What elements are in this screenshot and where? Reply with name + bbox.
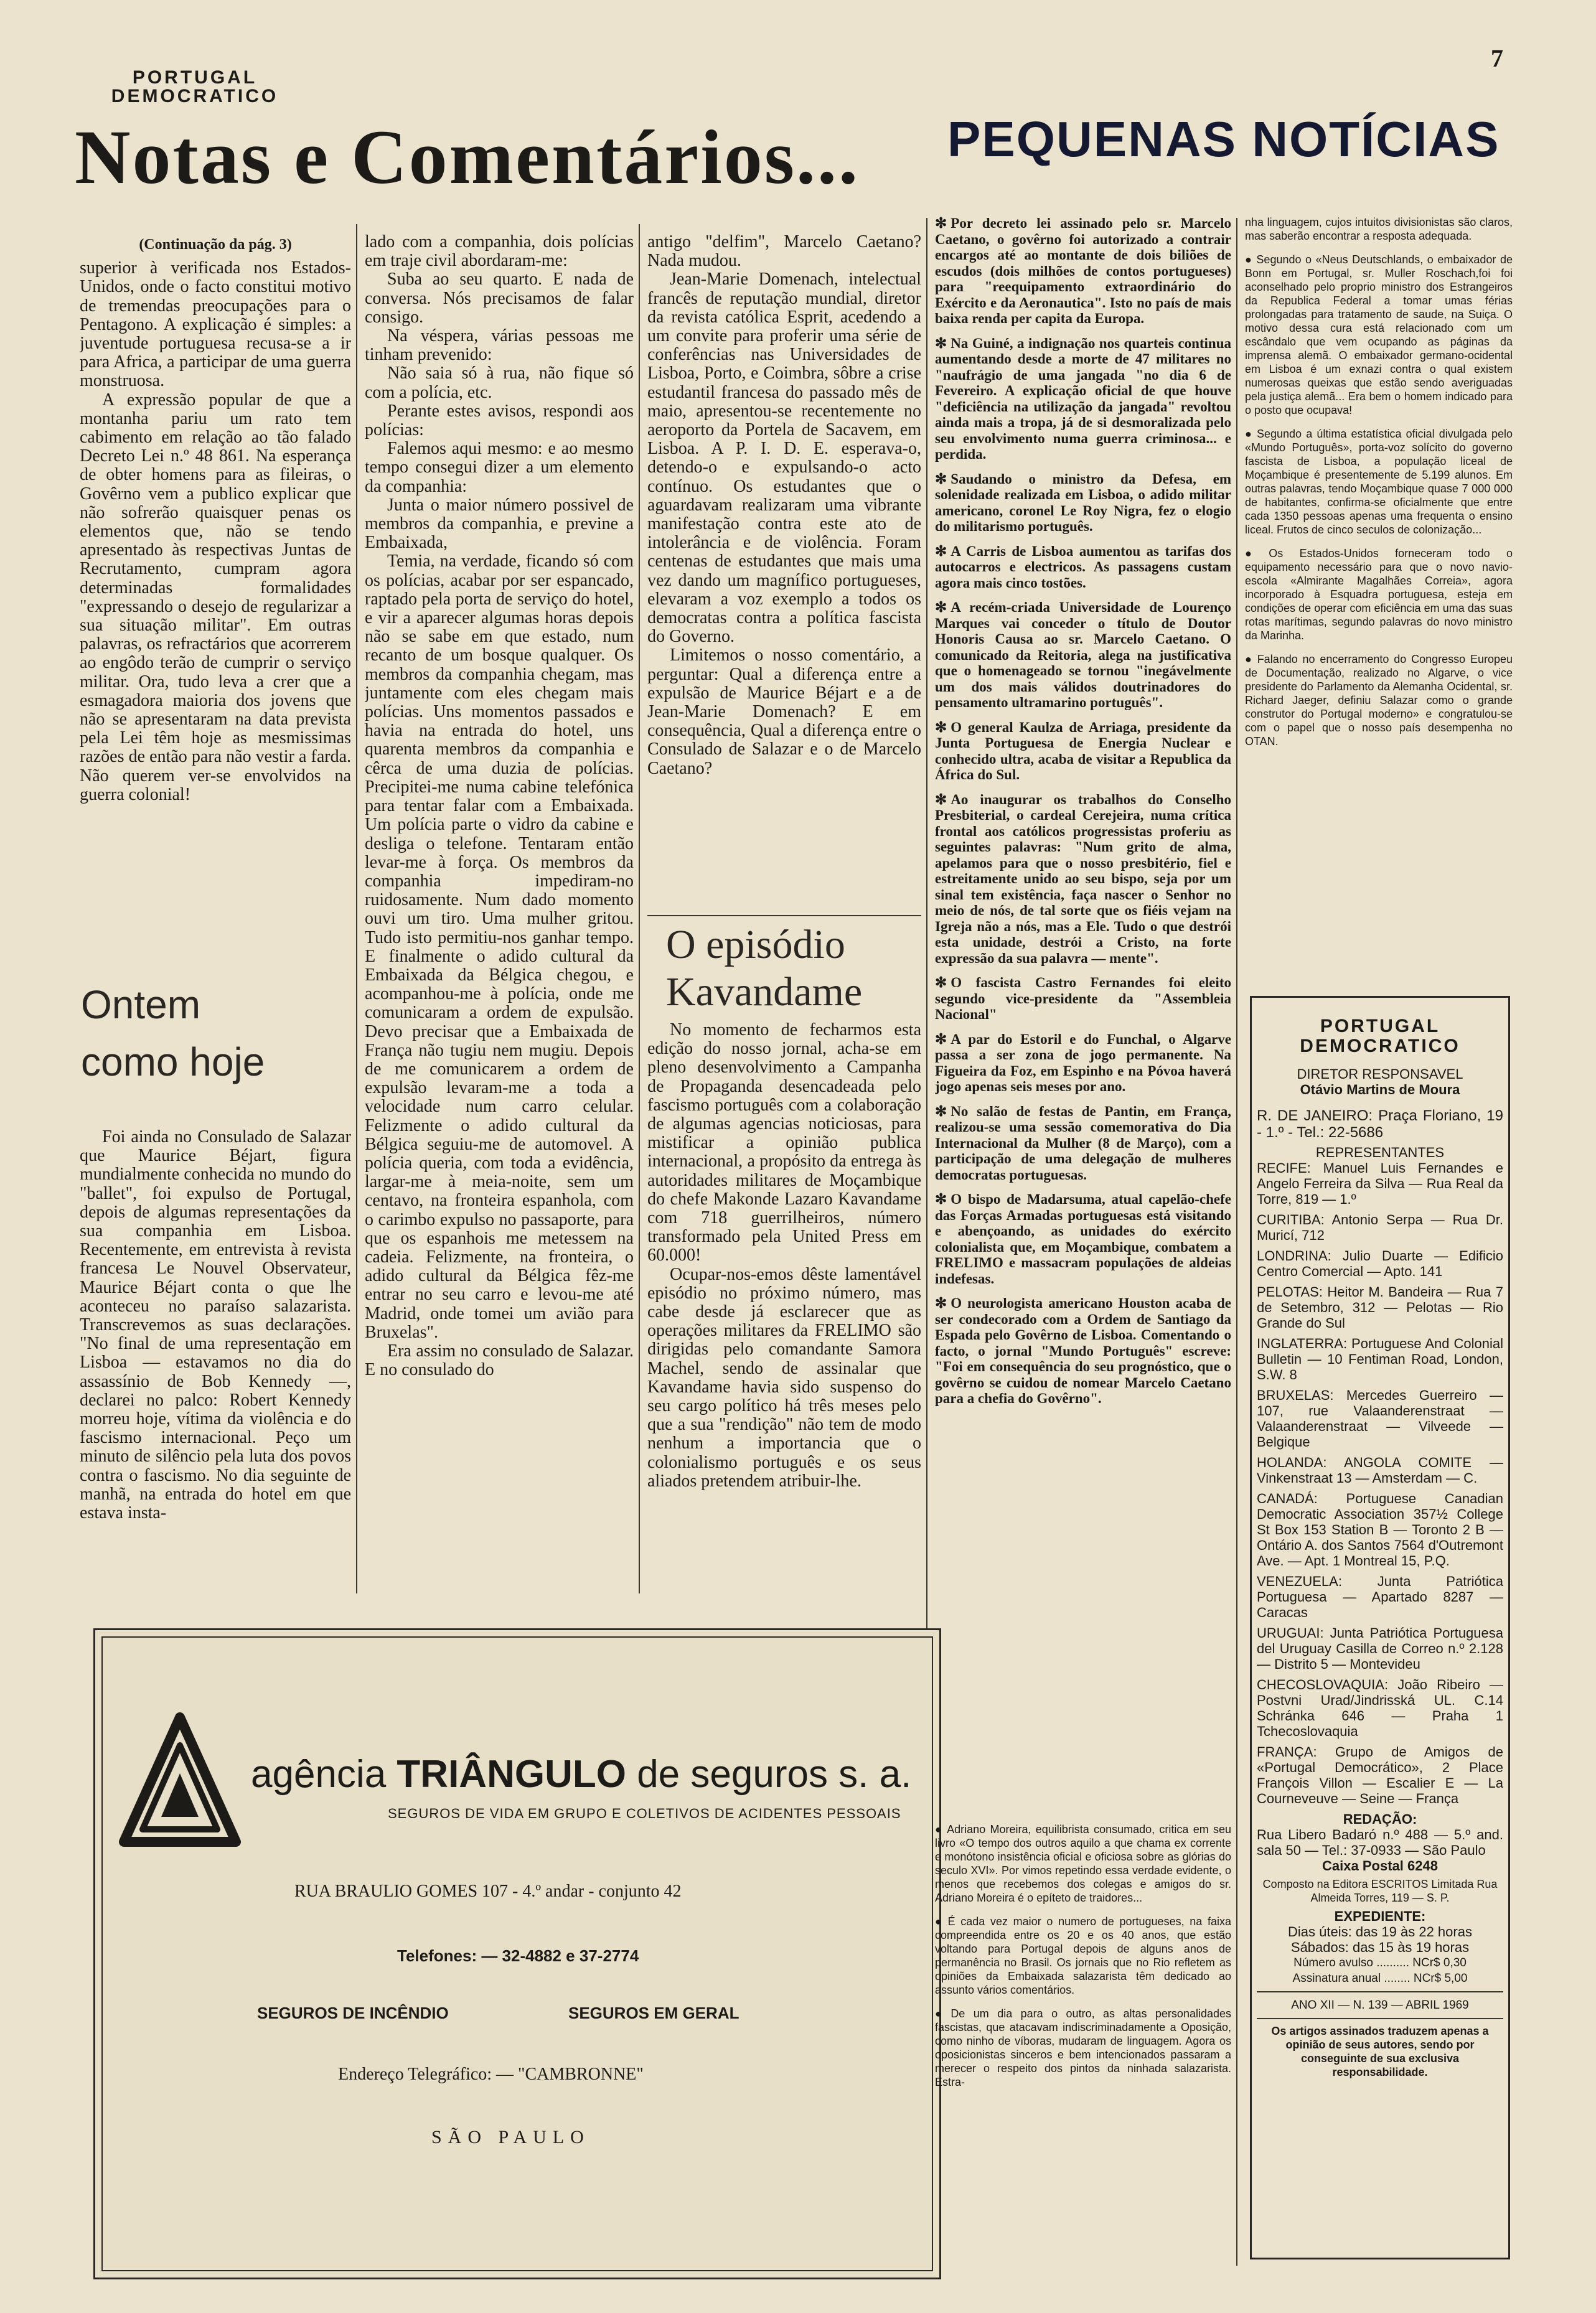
- paragraph: superior à verificada nos Estados-Unidos, onde o facto constitui motivo de tremendas preocupações para o Pentagono. A explicação é simples: a juventude portuguesa recusa-se a ir para Africa, a participar de uma guerra monstruosa.: [80, 258, 351, 391]
- paragraph: No momento de fecharmos esta edição do nosso jornal, acha-se em pleno desenvolvimento a Campanha de Propaganda desencadeada pelo fascismo português com a colaboração de algumas agencias noticiosas, para mistificar a opinião publica internacional, a propósito da entrega às autoridades militares de Moçambique do chefe Makonde Lazaro Kavandame com 718 guerrilheiros, número transformado pela United Press em 60.000!: [647, 1021, 921, 1265]
- representative-entry: URUGUAI: Junta Patriótica Portuguesa del Uruguay Casilla de Correo n.º 2.128 — Distrito 5 — Montevideu: [1257, 1625, 1503, 1672]
- triangle-logo-icon: [118, 1711, 242, 1854]
- news-item: ✻ O fascista Castro Fernandes foi eleito segundo vice-presidente da "Assembleia Nacional": [935, 975, 1231, 1022]
- redacao-label: REDAÇÃO:: [1343, 1811, 1417, 1827]
- representatives-label: REPRESENTANTES: [1315, 1145, 1445, 1160]
- small-news-item: ● Adriano Moreira, equilibrista consumado, critica em seu livro «O tempo dos outros aquilo a que chama ex corrente e monótono insistência oficial e oficiosa sobre as glórias do seculo XVI». Por vimos repetindo essa verdade evidente, o menos que recebemos dos colegas e amigos do sr. Adriano Moreira é o epíteto de traidores...: [935, 1823, 1231, 1904]
- director-label: DIRETOR RESPONSAVEL: [1297, 1066, 1463, 1082]
- paragraph: Junta o maior número possivel de membros da companhia, e previne a Embaixada,: [365, 495, 634, 553]
- section-rule: [647, 915, 921, 916]
- subhead-line: O episódio: [666, 922, 845, 967]
- representative-entry: RECIFE: Manuel Luis Fernandes e Angelo Ferreira da Silva — Rua Real da Torre, 819 — 1.º: [1257, 1160, 1503, 1207]
- ad-brand-prefix: agência: [251, 1753, 387, 1796]
- representatives-list: [1257, 1160, 1503, 1806]
- news-column: [935, 215, 1231, 1815]
- column-3-lower: [647, 1021, 921, 1606]
- subhead-line: Ontem: [81, 982, 201, 1027]
- paragraph: Não saia só à rua, não fique só com a polícia, etc.: [365, 364, 634, 402]
- representative-entry: PELOTAS: Heitor M. Bandeira — Rua 7 de Setembro, 312 — Pelotas — Rio Grande do Sul: [1257, 1284, 1503, 1331]
- subscription-price: Assinatura anual ........ NCr$ 5,00: [1292, 1972, 1468, 1985]
- subhead-line: Kavandame: [666, 969, 863, 1015]
- small-news-item: ● Os Estados-Unidos forneceram todo o equipamento necessário para que o novo navio-escola «Almirante Magalhães Correia», agora incorporado à Esquadra portuguesa, esteja em condições de operar com eficiência em uma das suas rotas marítimas, segundo palavras do novo ministro da Marinha.: [1245, 547, 1513, 642]
- column-rule: [356, 224, 357, 1593]
- right-small-column: [1245, 215, 1513, 956]
- representative-entry: LONDRINA: Julio Duarte — Edificio Centro Comercial — Apto. 141: [1257, 1248, 1503, 1279]
- masthead: [92, 68, 298, 106]
- column-2: [365, 233, 634, 1605]
- director-name: Otávio Martins de Moura: [1300, 1082, 1460, 1097]
- ad-address: RUA BRAULIO GOMES 107 - 4.º andar - conjunto 42: [294, 1882, 682, 1901]
- representative-entry: VENEZUELA: Junta Patriótica Portuguesa — Apartado 8287 — Caracas: [1257, 1574, 1503, 1620]
- box-divider: [1257, 2018, 1503, 2019]
- news-small-column: [935, 1823, 1231, 2296]
- paragraph: Jean-Marie Domenach, intelectual francês de reputação mundial, diretor da revista católica Esprit, acedendo a um convite para proferir uma série de conferências nas Universidades de Lisboa, Porto, e Coimbra, sôbre a crise estudantil francesa do passado mês de maio, apresentou-se recentemente no aeroporto da Portela de Sacavem, em Lisboa. A P. I. D. E. esperava-o, detendo-o e expulsando-o acto contínuo. Os estudantes que o aguardavam realizaram uma vibrante manifestação contra este ato de intolerância e de violência. Foram centenas de estudantes que mais uma vez dando um magnífico portugueses, elevaram a voz exemplo a todos os democratas contra a política fascista do Governo.: [647, 270, 921, 647]
- small-news-item: ● Falando no encerramento do Congresso Europeu de Documentação, realizado no Algarve, o vice presidente do Parlamento da Alemanha Ocidental, sr. Richard Jaeger, definiu Salazar como o grande construtor do Portugal moderno» e congratulou-se com o papel que o nosso país desempenha no OTAN.: [1245, 653, 1513, 748]
- box-title-line: DEMOCRATICO: [1300, 1036, 1460, 1056]
- column-1: [80, 235, 351, 951]
- paragraph: Temia, na verdade, ficando só com os polícias, acabar por ser espancado, raptado pela porta de serviço do hotel, e vir a aparecer algumas horas depois não se sabe em que estado, num recanto de um bosque qualquer. Os membros da companhia chegam, mas juntamente com eles chegam mais polícias. Uns momentos passados e havia na entrada do hotel, uns quarenta membros da companhia e cêrca de uma duzia de polícias. Precipitei-me numa cabine telefónica para tentar falar com a Embaixada. Um polícia parte o vidro da cabine e desliga o telefone. Tentaram então levar-me à força. Os membros da companhia impediram-no ruidosamente. Num dado momento ouvi um tiro. Uma mulher gritou. Tudo isto permitiu-nos ganhar tempo. E finalmente o adido cultural da Embaixada da Bélgica chegou, e acompanhou-me à polícia, onde me comunicaram a ordem de expulsão. Devo precisar que a Embaixada de França não tugiu nem mugiu. Depois de me comunicarem a ordem de expulsão levaram-me a toda a velocidade num carro celular. Felizmente o adido cultural da Bélgica seguiu-me de automovel. A polícia queria, com toda a evidência, largar-me à meia-noite, sem um centavo, na fronteira espanhola, com o carimbo expulso no passaporte, para que os espanhois me metessem na cadeia. Felizmente, na fronteira, o adido cultural da Bélgica fêz-me entrar no seu carro e levou-me até Madrid, onde tomei um avião para Bruxelas".: [365, 551, 634, 1342]
- staff-box-content: [1257, 1003, 1503, 2079]
- insurance-ad: [93, 1628, 941, 2279]
- paragraph: Falemos aqui mesmo: e ao mesmo tempo consegui dizer a um elemento da companhia:: [365, 439, 634, 496]
- paragraph: Ocupar-nos-emos dêste lamentável episódio no próximo número, mas cabe desde já esclarecer que as operações militares da FRELIMO são dirigidas pelo comandante Samora Machel, sendo de assinalar que Kavandame havia sido suspenso do seu cargo político há três meses pelo que a sua "rendição" não tem de modo nenhum a importancia que o colonialismo português e os seus aliados pretendem atribuir-lhe.: [647, 1264, 921, 1491]
- news-item: ✻ O general Kaulza de Arriaga, presidente da Junta Portuguesa de Energia Nuclear e conhecido ultra, acaba de visitar a Republica da África do Sul.: [935, 719, 1231, 782]
- ad-line-geral: SEGUROS EM GERAL: [568, 2004, 739, 2022]
- expediente-label: EXPEDIENTE:: [1334, 1908, 1426, 1924]
- subhead-ontem: [81, 976, 349, 1091]
- news-item: ✻ Ao inaugurar os trabalhos do Conselho Presbiterial, o cardeal Cerejeira, numa crítica frontal aos católicos progressistas proferiu as seguintes palavras: "Num grito de alma, apelamos para que o nosso presbitério, fiel e estreitamente unido ao seu bispo, seja por um sinal tem existência, faça nascer o Senhor no meio de nós, de tal sorte que os fiéis vejam na Igreja não a nós, mas a Ele. Tudo o que destrói esta unidade, destrói a Cristo, na forte expressão da sua palavra — mente".: [935, 791, 1231, 966]
- paragraph: A expressão popular de que a montanha pariu um rato tem cabimento em relação ao tão falado Decreto Lei n.º 48 861. Na esperança de obter homens para as fileiras, o Govêrno vem a publico explicar que não sofrerão quaisquer penas os elementos que, não se tendo apresentado às respectivas Juntas de Recrutamento, cumpram agora determinadas formalidades "expressando o desejo de regularizar a sua situação militar". Em outras palavras, os refractários que acorrerem ao engôdo terão de cumprir o serviço militar. Ora, tudo leva a crer que a esmagadora maioria dos jovens que não se apresentaram na data prevista pela Lei têm hoje as mesmissimas razões de então para não vestir a farda. Não querem ver-se envolvidos na guerra colonial!: [80, 390, 351, 804]
- ad-brand-suffix: de seguros s. a.: [637, 1753, 912, 1796]
- paragraph: Limitemos o nosso comentário, a perguntar: Qual a diferença entre a expulsão de Maurice Béjart e a de Jean-Marie Domenach? E em consequência, Qual a diferença entre o Consulado de Salazar e o de Marcelo Caetano?: [647, 645, 921, 778]
- single-issue-price: Número avulso .......... NCr$ 0,30: [1293, 1956, 1467, 1969]
- paragraph: antigo "delfim", Marcelo Caetano? Nada mudou.: [647, 233, 921, 271]
- section-head: PEQUENAS NOTÍCIAS: [947, 111, 1500, 167]
- ad-line-incendio: SEGUROS DE INCÊNDIO: [257, 2004, 449, 2022]
- paragraph: Na véspera, várias pessoas me tinham prevenido:: [365, 326, 634, 365]
- representative-entry: FRANÇA: Grupo de Amigos de «Portugal Democrático», 2 Place François Villon — Escalier E — La Courneveuve — Seine — França: [1257, 1744, 1503, 1806]
- box-divider: [1257, 1991, 1503, 1992]
- ad-city: SÃO PAULO: [431, 2127, 590, 2147]
- column-rule: [1236, 218, 1237, 2266]
- news-item: ✻ No salão de festas de Pantin, em França, realizou-se uma sessão comemorativa do Dia Internacional da Mulher (8 de Março), com a participação de uma delegação de mulheres democratas portuguesas.: [935, 1103, 1231, 1183]
- paragraph: Foi ainda no Consulado de Salazar que Maurice Béjart, figura mundialmente conhecida no mundo do "ballet", foi expulso de Portugal, depois de algumas representações da sua companhia em Lisboa. Recentemente, em entrevista à revista francesa Le Nouvel Observateur, Maurice Béjart conta o que lhe aconteceu no paraíso salazarista. Transcrevemos as suas declarações. "No final de uma representação em Lisboa — estavamos no dia do assassínio de Bob Kennedy —, declarei no palco: Robert Kennedy morreu hoje, vítima da violência e do fascismo internacional. Peço um minuto de silêncio pela luta dos povos contra o fascismo. No dia seguinte de manhã, na entrada do hotel em que estava insta-: [80, 1128, 351, 1523]
- headline: Notas e Comentários...: [75, 115, 860, 200]
- box-title: [1257, 1016, 1503, 1056]
- representative-entry: INGLATERRA: Portuguese And Colonial Bulletin — 10 Fentiman Road, London, S.W. 8: [1257, 1336, 1503, 1382]
- small-news-item: ● Segundo a última estatística oficial divulgada pelo «Mundo Português», porta-voz solícito do governo fascista de Lisboa, a população liceal de Moçambique é presentemente de 5.199 alunos. Em outras palavras, tendo Moçambique quase 7 000 000 de habitantes, confirma-se oficialmente que entre cada 1350 pessoas apenas uma frequenta o ensino liceal. Frutos de cinco seculos de colonização...: [1245, 428, 1513, 536]
- subhead-line: como hoje: [81, 1039, 265, 1084]
- news-item: ✻ O neurologista americano Houston acaba de ser condecorado com a Ordem de Santiago da Espada pelo Govêrno de Lisboa. Comentando o facto, o jornal "Mundo Português" escreve: "Foi em consequência do seu prognóstico, que o govêrno se cuidou de nomear Marcelo Caetano para a chefia do Govêrno".: [935, 1295, 1231, 1406]
- box-title-line: PORTUGAL: [1320, 1016, 1440, 1036]
- composed-by: Composto na Editora ESCRITOS Limitada Rua Almeida Torres, 119 — S. P.: [1262, 1878, 1498, 1904]
- ad-brand: [251, 1752, 911, 1796]
- redacao-address: Rua Libero Badaró n.º 488 — 5.º and. sala 50 — Tel.: 37-0933 — São Paulo: [1257, 1827, 1503, 1858]
- saturday-hours: Sábados: das 15 às 19 horas: [1290, 1940, 1470, 1955]
- staff-box: [1250, 996, 1510, 2259]
- masthead-line1: PORTUGAL: [132, 67, 258, 88]
- news-item: ✻ A Carris de Lisboa aumentou as tarifas dos autocarros e electricos. As passagens custam agora mais cinco tostões.: [935, 543, 1231, 591]
- ad-brand-name: TRIÂNGULO: [397, 1753, 626, 1796]
- representative-entry: CANADÁ: Portuguese Canadian Democratic Association 357½ College St Box 153 Station B — Toronto 2 B — Ontário A. dos Santos 7564 d'Outremont Ave. — Apt. 1 Montreal 15, P.Q.: [1257, 1491, 1503, 1569]
- column-rule: [639, 224, 640, 1593]
- page-number: 7: [1491, 44, 1503, 72]
- postal-box: Caixa Postal 6248: [1322, 1858, 1438, 1874]
- masthead-line2: DEMOCRATICO: [111, 86, 279, 106]
- paragraph: lado com a companhia, dois polícias em traje civil abordaram-me:: [365, 233, 634, 271]
- paragraph: Perante estes avisos, respondi aos polícias:: [365, 401, 634, 440]
- paragraph: Suba ao seu quarto. E nada de conversa. Nós precisamos de falar consigo.: [365, 270, 634, 327]
- weekday-hours: Dias úteis: das 19 às 22 horas: [1288, 1924, 1472, 1940]
- representative-entry: CURITIBA: Antonio Serpa — Rua Dr. Muricí, 712: [1257, 1212, 1503, 1243]
- continuation-note: (Continuação da pág. 3): [139, 237, 292, 253]
- news-item: ✻ O bispo de Madarsuma, atual capelão-chefe das Forças Armadas portuguesas está visitando e abençoando, as unidades do exército colonialista que, em Moçambique, combatem a FRELIMO e massacram populações de aldeias indefesas.: [935, 1191, 1231, 1287]
- news-item: ✻ A par do Estoril e do Funchal, o Algarve passa a ser zona de jogo permanente. Na Figueira da Foz, em Espinho e na Póvoa haverá jogo apenas seis meses por ano.: [935, 1031, 1231, 1094]
- representative-entry: BRUXELAS: Mercedes Guerreiro — 107, rue Valaanderenstraat — Valaanderenstraat — Vilveede — Belgique: [1257, 1387, 1503, 1450]
- ad-tagline: SEGUROS DE VIDA EM GRUPO E COLETIVOS DE ACIDENTES PESSOAIS: [388, 1806, 901, 1821]
- news-item: ✻ Na Guiné, a indignação nos quarteis continua aumentando desde a morte de 47 militares no "naufrágio de uma jangada "no dia 6 de Fevereiro. A explicação oficial de que houve "deficiência na utilização da jangada" revoltou ainda mais a tropa, já de si desmoralizada pelo seu envolvimento numa guerra criminosa... e perdida.: [935, 335, 1231, 462]
- representative-entry: CHECOSLOVAQUIA: João Ribeiro — Postvni Urad/Jindrisská UL. C.14 Schránka 646 — Praha 1 Tchecoslovaquia: [1257, 1677, 1503, 1739]
- paragraph: Era assim no consulado de Salazar. E no consulado do: [365, 1341, 634, 1380]
- ad-phones: Telefones: — 32-4882 e 37-2774: [397, 1946, 639, 1965]
- small-news-item: ● É cada vez maior o numero de portugueses, na faixa compreendida entre os 20 e os 40 anos, que estão voltando para Portugal depois de alguns anos de permanência no Brasil. Os jornais que no Rio refletem as opiniões da Embaixada salazarista têm dedicado ao assunto vários comentários.: [935, 1915, 1231, 1996]
- ad-telegraph: Endereço Telegráfico: — "CAMBRONNE": [338, 2065, 644, 2084]
- news-item: ✻ Por decreto lei assinado pelo sr. Marcelo Caetano, o govêrno foi autorizado a contrair encargos até ao montante de dois biliões de escudos (dois milhões de contos portugueses) para "reequipamento extraordinário do Exército e da Aeronautica". Isto no país de mais baixa renda per capita da Europa.: [935, 215, 1231, 326]
- small-news-item: ● De um dia para o outro, as altas personalidades fascistas, que atacavam indiscriminadamente a Oposição, como ninho de víboras, mudaram de linguagem. Agora os oposicionistas sinceros e bem intencionados passaram a merecer o respeito dos pintos da ninhada salazarista. Estra-: [935, 2007, 1231, 2088]
- news-item: ✻ A recém-criada Universidade de Lourenço Marques vai conceder o título de Doutor Honoris Causa ao sr. Marcelo Caetano. O comunicado da Reitoria, alega na justificativa que o homenageado se tornou "inegávelmente um dos mais válidos doutrinadores do pensamento ultramarino português".: [935, 599, 1231, 710]
- edition-info: ANO XII — N. 139 — ABRIL 1969: [1291, 1999, 1469, 2012]
- subhead-kavandame: [666, 921, 915, 1016]
- disclaimer: Os artigos assinados traduzem apenas a opinião de seus autores, sendo por conseguinte de sua exclusiva responsabilidade.: [1271, 2025, 1489, 2078]
- small-news-item: nha linguagem, cujos intuitos divisionistas são claros, mas saberão encontrar a resposta adequada.: [1245, 216, 1513, 242]
- news-item: ✻ Saudando o ministro da Defesa, em solenidade realizada em Lisboa, o adido militar americano, coronel Le Roy Nigra, fez o elogio do militarismo português.: [935, 471, 1231, 534]
- small-news-item: ● Segundo o «Neus Deutschlands, o embaixador de Bonn em Portugal, sr. Muller Roschach,foi foi aconselhado pelo proprio ministro dos Estrangeiros da Republica Federal a tomar umas férias prolongadas para tratamento de saude, na Suiça. O motivo dessa cura está relacionado com um escândalo que vem ocupando as páginas da imprensa alemã. O embaixador germano-ocidental em Lisboa é um exnazi contra o qual existem numerosas queixas que estão sendo averiguadas pela justiça alemã... Era bem o homem indicado para o posto que ocupava!: [1245, 253, 1513, 416]
- representative-entry: HOLANDA: ANGOLA COMITE — Vinkenstraat 13 — Amsterdam — C.: [1257, 1455, 1503, 1486]
- column-3: [647, 233, 921, 909]
- rio-address: R. DE JANEIRO: Praça Floriano, 19 - 1.º - Tel.: 22-5686: [1257, 1107, 1503, 1141]
- column-1-lower: [80, 1128, 351, 1605]
